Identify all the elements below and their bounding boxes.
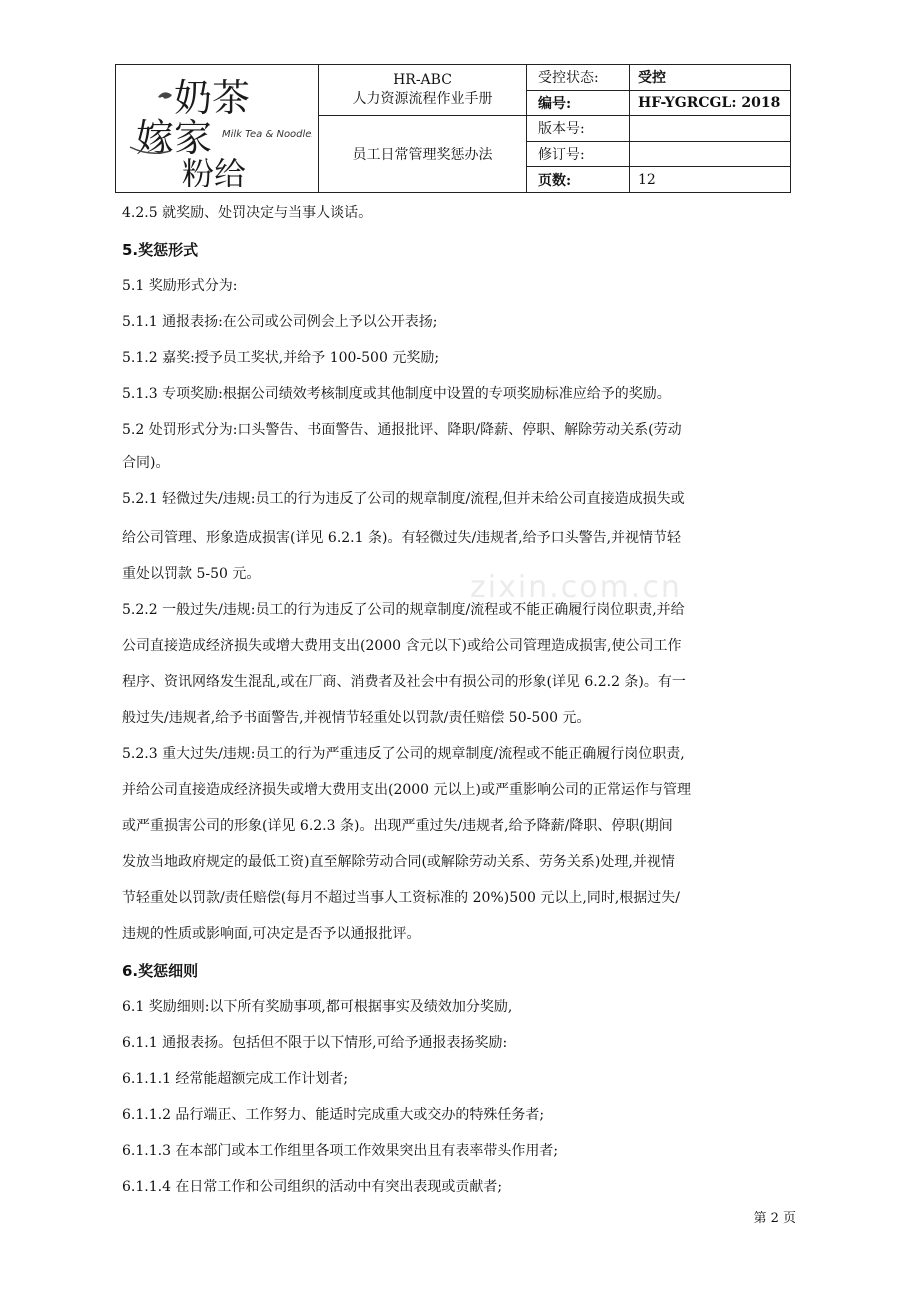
paragraph-line: 或严重损害公司的形象(详见 6.2.3 条)。出现严重过失/违规者,给予降薪/降职、停职(期间 [122,818,673,834]
paragraph-line: 5.1 奖励形式分为: [122,278,238,294]
svg-text:Milk Tea & Noodles: Milk Tea & Noodles [222,128,312,140]
number-value: HF-YGRCGL: 2018 [630,90,791,116]
paragraph-line: 公司直接造成经济损失或增大费用支出(2000 含元以下)或给公司管理造成损害,使公司工作 [122,638,682,654]
paragraph-line: 违规的性质或影响面,可决定是否予以通报批评。 [122,926,421,942]
revision-label: 修订号: [527,141,630,167]
version-label: 版本号: [527,116,630,142]
pages-value: 12 [630,167,791,193]
paragraph-line: 发放当地政府规定的最低工资)直至解除劳动合同(或解除劳动关系、劳务关系)处理,并视情 [122,854,675,870]
doc-title: 员工日常管理奖惩办法 [319,116,527,193]
document-header-table [115,64,791,193]
svg-text:粉给: 粉给 [182,154,247,187]
paragraph-line: 般过失/违规者,给予书面警告,并视情节轻重处以罚款/责任赔偿 50-500 元。 [122,710,591,726]
svg-text:奶茶: 奶茶 [174,75,251,120]
section-heading: 6.奖惩细则 [122,962,199,980]
paragraph-line: 6.1.1.1 经常能超额完成工作计划者; [122,1071,349,1087]
paragraph-line: 4.2.5 就奖励、处罚决定与当事人谈话。 [122,205,373,221]
section-heading: 5.奖惩形式 [122,241,199,259]
manual-title: 人力资源流程作业手册 [352,91,493,108]
manual-code: HR-ABC [393,72,452,89]
paragraph-line: 6.1.1.4 在日常工作和公司组织的活动中有突出表现或贡献者; [122,1179,503,1195]
paragraph-line: 并给公司直接造成经济损失或增大费用支出(2000 元以上)或严重影响公司的正常运作与管理 [122,782,692,798]
page-number: 第 2 页 [753,1211,796,1226]
control-status-label: 受控状态: [527,65,630,91]
brand-logo [122,67,312,187]
svg-text:嫁家: 嫁家 [136,115,213,160]
revision-value [630,141,791,167]
logo-cell [116,65,319,193]
paragraph-line: 合同)。 [122,455,170,471]
pages-label: 页数: [527,167,630,193]
manual-title-cell [319,65,527,116]
paragraph-line: 5.1.2 嘉奖:授予员工奖状,并给予 100-500 元奖励; [122,350,440,366]
paragraph-line: 6.1.1.3 在本部门或本工作组里各项工作效果突出且有表率带头作用者; [122,1143,559,1159]
version-value [630,116,791,142]
paragraph-line: 5.1.3 专项奖励:根据公司绩效考核制度或其他制度中设置的专项奖励标准应给予的奖励。 [122,386,671,402]
paragraph-line: 5.2.2 一般过失/违规:员工的行为违反了公司的规章制度/流程或不能正确履行岗位职责,并给 [122,602,685,618]
paragraph-line: 5.2.3 重大过失/违规:员工的行为严重违反了公司的规章制度/流程或不能正确履行岗位职责, [122,746,685,762]
paragraph-line: 节轻重处以罚款/责任赔偿(每月不超过当事人工资标准的 20%)500 元以上,同时,根据过失/ [122,890,680,906]
paragraph-line: 5.2.1 轻微过失/违规:员工的行为违反了公司的规章制度/流程,但并未给公司直接造成损失或 [122,491,685,507]
paragraph-line: 给公司管理、形象造成损害(详见 6.2.1 条)。有轻微过失/违规者,给予口头警告,并视情节轻 [122,530,682,546]
control-status-value: 受控 [630,65,791,91]
watermark: zixin.com.cn [470,570,682,605]
number-label: 编号: [527,90,630,116]
paragraph-line: 6.1.1.2 品行端正、工作努力、能适时完成重大或交办的特殊任务者; [122,1107,545,1123]
paragraph-line: 5.1.1 通报表扬:在公司或公司例会上予以公开表扬; [122,314,438,330]
paragraph-line: 程序、资讯网络发生混乱,或在厂商、消费者及社会中有损公司的形象(详见 6.2.2 条)。有一 [122,674,686,690]
paragraph-line: 6.1.1 通报表扬。包括但不限于以下情形,可给予通报表扬奖励: [122,1035,508,1051]
paragraph-line: 5.2 处罚形式分为:口头警告、书面警告、通报批评、降职/降薪、停职、解除劳动关系(劳动 [122,422,682,438]
paragraph-line: 6.1 奖励细则:以下所有奖励事项,都可根据事实及绩效加分奖励, [122,999,513,1015]
paragraph-line: 重处以罚款 5-50 元。 [122,566,261,582]
